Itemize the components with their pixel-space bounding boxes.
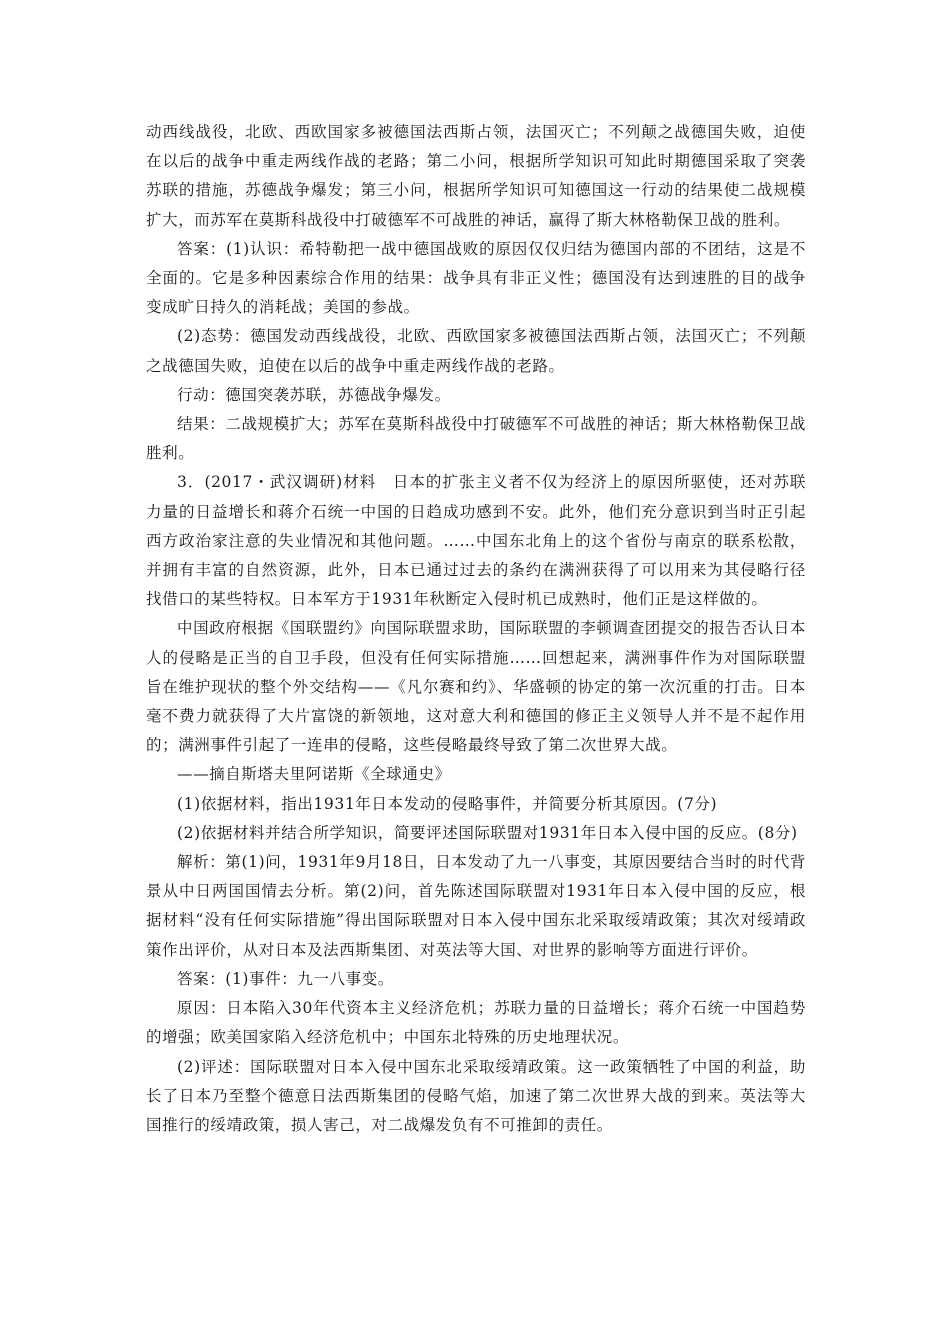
paragraph-analysis-continued: 动西线战役，北欧、西欧国家多被德国法西斯占领，法国灭亡；不列颠之战德国失败，迫使在以后的战争中重走两线作战的老路；第二小问，根据所学知识可知此时期德国采取了突袭苏联的措施，苏德战争爆发；第三小问，根据所学知识可知德国这一行动的结果使二战规模扩大，而苏军在莫斯科战役中打破德军不可战胜的神话，赢得了斯大林格勒保卫战的胜利。 bbox=[146, 123, 806, 229]
paragraph-question-3-material-b: 中国政府根据《国联盟约》向国际联盟求助，国际联盟的李顿调查团提交的报告否认日本人的侵略是正当的自卫手段，但没有任何实际措施……回想起来，满洲事件作为对国际联盟旨在维护现状的整个外交结构——《凡尔赛和约》、华盛顿的协定的第一次沉重的打击。日本毫不费力就获得了大片富饶的新领地，这对意大利和德国的修正主义领导人并不是不起作用的；满洲事件引起了一连串的侵略，这些侵略最终导致了第二次世界大战。 bbox=[146, 619, 806, 755]
paragraph-source-citation: ——摘自斯塔夫里阿诺斯《全球通史》 bbox=[177, 765, 451, 784]
paragraph-answer-1: 答案：(1)认识：希特勒把一战中德国战败的原因仅仅归结为德国内部的不团结，这是不全面的。它是多种因素综合作用的结果：战争具有非正义性；德国没有达到速胜的目的战争变成旷日持久的消耗战；美国的参战。 bbox=[146, 239, 806, 317]
paragraph-answer-3-event: 答案：(1)事件：九一八事变。 bbox=[177, 969, 394, 988]
paragraph-answer-3-causes: 原因：日本陷入30年代资本主义经济危机；苏联力量的日益增长；蒋介石统一中国趋势的增强；欧美国家陷入经济危机中；中国东北特殊的历史地理状况。 bbox=[146, 999, 806, 1047]
paragraph-answer-2-situation: (2)态势：德国发动西线战役，北欧、西欧国家多被德国法西斯占领，法国灭亡；不列颠之战德国失败，迫使在以后的战争中重走两线作战的老路。 bbox=[146, 327, 806, 375]
paragraph-subquestion-1: (1)依据材料，指出1931年日本发动的侵略事件，并简要分析其原因。(7分) bbox=[177, 794, 718, 813]
paragraph-answer-2-result: 结果：二战规模扩大；苏军在莫斯科战役中打破德军不可战胜的神话；斯大林格勒保卫战胜利。 bbox=[146, 415, 806, 463]
paragraph-analysis-3: 解析：第(1)问，1931年9月18日，日本发动了九一八事变，其原因要结合当时的时代背景从中日两国国情去分析。第(2)问，首先陈述国际联盟对1931年日本入侵中国的反应，根据材料“没有任何实际措施”得出国际联盟对日本入侵中国东北采取绥靖政策；其次对绥靖政策作出评价，从对日本及法西斯集团、对英法等大国、对世界的影响等方面进行评价。 bbox=[146, 853, 806, 959]
paragraph-subquestion-2: (2)依据材料并结合所学知识，简要评述国际联盟对1931年日本入侵中国的反应。(8分) bbox=[177, 823, 798, 842]
paragraph-question-3-material-a: 3．(2017・武汉调研)材料 日本的扩张主义者不仅为经济上的原因所驱使，还对苏联力量的日益增长和蒋介石统一中国的日趋成功感到不安。此外，他们充分意识到当时正引起西方政治家注意的失业情况和其他问题。……中国东北角上的这个省份与南京的联系松散，并拥有丰富的自然资源，此外，日本已通过过去的条约在满洲获得了可以用来为其侵略行径找借口的某些特权。日本军方于1931年秋断定入侵时机已成熟时，他们正是这样做的。 bbox=[146, 473, 806, 609]
paragraph-answer-3-evaluation: (2)评述：国际联盟对日本入侵中国东北采取绥靖政策。这一政策牺牲了中国的利益，助长了日本乃至整个德意日法西斯集团的侵略气焰，加速了第二次世界大战的到来。英法等大国推行的绥靖政策，损人害己，对二战爆发负有不可推卸的责任。 bbox=[146, 1057, 806, 1134]
document-body bbox=[146, 118, 806, 1140]
paragraph-answer-2-action: 行动：德国突袭苏联，苏德战争爆发。 bbox=[177, 385, 451, 404]
